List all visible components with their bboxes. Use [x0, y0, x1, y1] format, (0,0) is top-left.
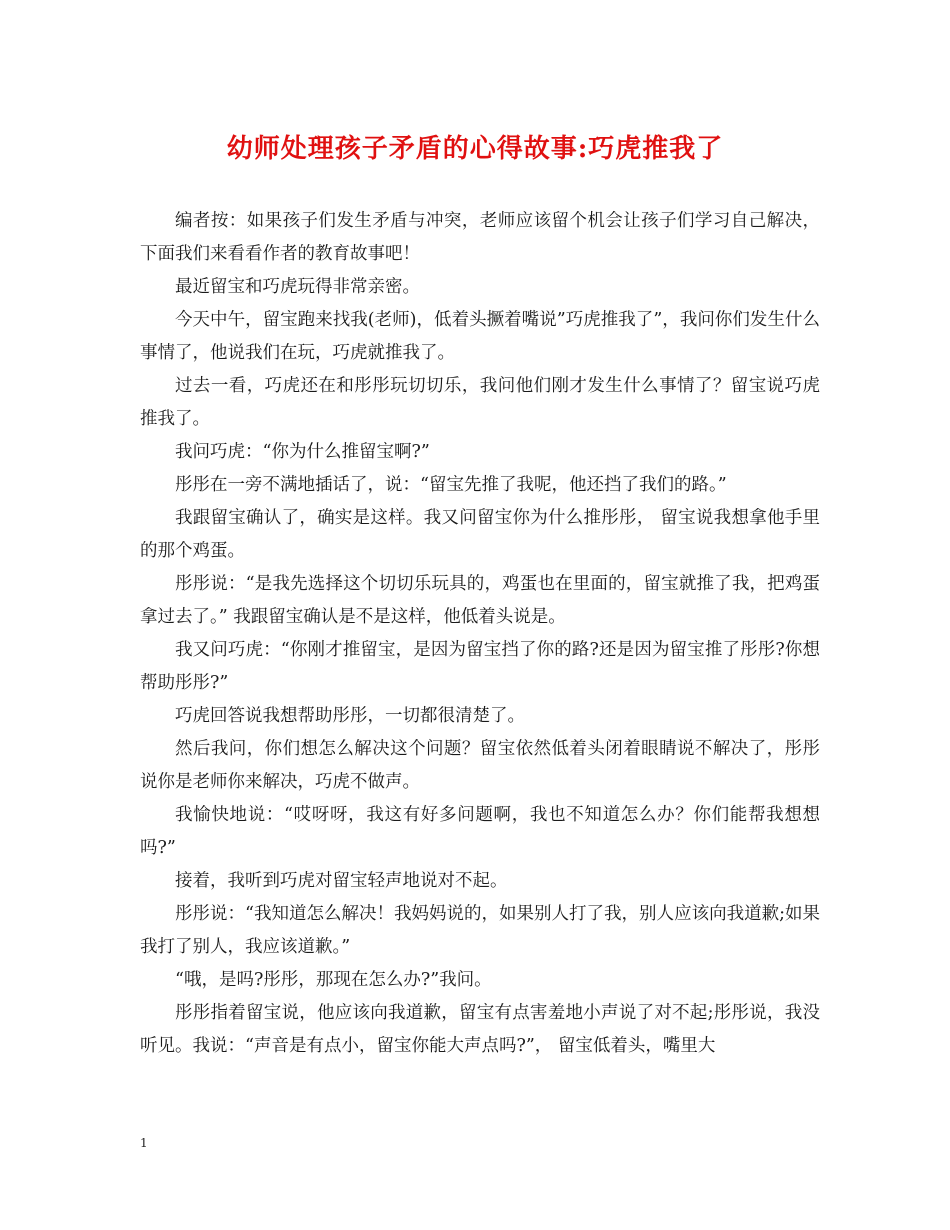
paragraph-14: 彤彤说：“我知道怎么解决！我妈妈说的，如果别人打了我，别人应该向我道歉;如果我打了别人，我应该道歉。”	[140, 904, 820, 957]
paragraph-8: 彤彤说：“是我先选择这个切切乐玩具的，鸡蛋也在里面的，留宝就推了我，把鸡蛋拿过去了。” 我跟留宝确认是不是这样，他低着头说是。	[140, 574, 820, 627]
paragraph-9: 我又问巧虎：“你刚才推留宝，是因为留宝挡了你的路?还是因为留宝推了彤彤?你想帮助彤彤?”	[140, 640, 820, 693]
paragraph-13: 接着，我听到巧虎对留宝轻声地说对不起。	[175, 871, 508, 891]
paragraph-3: 今天中午，留宝跑来找我(老师)，低着头撅着嘴说”巧虎推我了”，我问你们发生什么事情了，他说我们在玩，巧虎就推我了。	[140, 310, 820, 363]
paragraph-4: 过去一看，巧虎还在和彤彤玩切切乐，我问他们刚才发生什么事情了？留宝说巧虎推我了。	[140, 376, 820, 429]
document-title: 幼师处理孩子矛盾的心得故事:巧虎推我了	[226, 134, 724, 164]
document-body	[140, 205, 820, 1063]
paragraph-2: 最近留宝和巧虎玩得非常亲密。	[175, 277, 420, 297]
paragraph-5: 我问巧虎：“你为什么推留宝啊?”	[175, 442, 430, 462]
paragraph-6: 彤彤在一旁不满地插话了，说：“留宝先推了我呢，他还挡了我们的路。”	[175, 475, 727, 495]
paragraph-7: 我跟留宝确认了，确实是这样。我又问留宝你为什么推彤彤， 留宝说我想拿他手里的那个鸡蛋。	[140, 508, 820, 561]
paragraph-16: 彤彤指着留宝说，他应该向我道歉，留宝有点害羞地小声说了对不起;彤彤说，我没听见。我说：“声音是有点小，留宝你能大声点吗?”， 留宝低着头，嘴里大	[140, 1003, 820, 1056]
paragraph-11: 然后我问，你们想怎么解决这个问题？留宝依然低着头闭着眼睛说不解决了，彤彤说你是老师你来解决，巧虎不做声。	[140, 739, 820, 792]
paragraph-15: “哦，是吗?彤彤，那现在怎么办?”我问。	[175, 970, 492, 990]
paragraph-10: 巧虎回答说我想帮助彤彤，一切都很清楚了。	[175, 706, 525, 726]
paragraph-1: 编者按：如果孩子们发生矛盾与冲突，老师应该留个机会让孩子们学习自己解决，下面我们来看看作者的教育故事吧！	[140, 211, 820, 264]
paragraph-12: 我愉快地说：“哎呀呀，我这有好多问题啊，我也不知道怎么办？你们能帮我想想吗?”	[140, 805, 820, 858]
page-number: 1	[140, 1136, 148, 1150]
